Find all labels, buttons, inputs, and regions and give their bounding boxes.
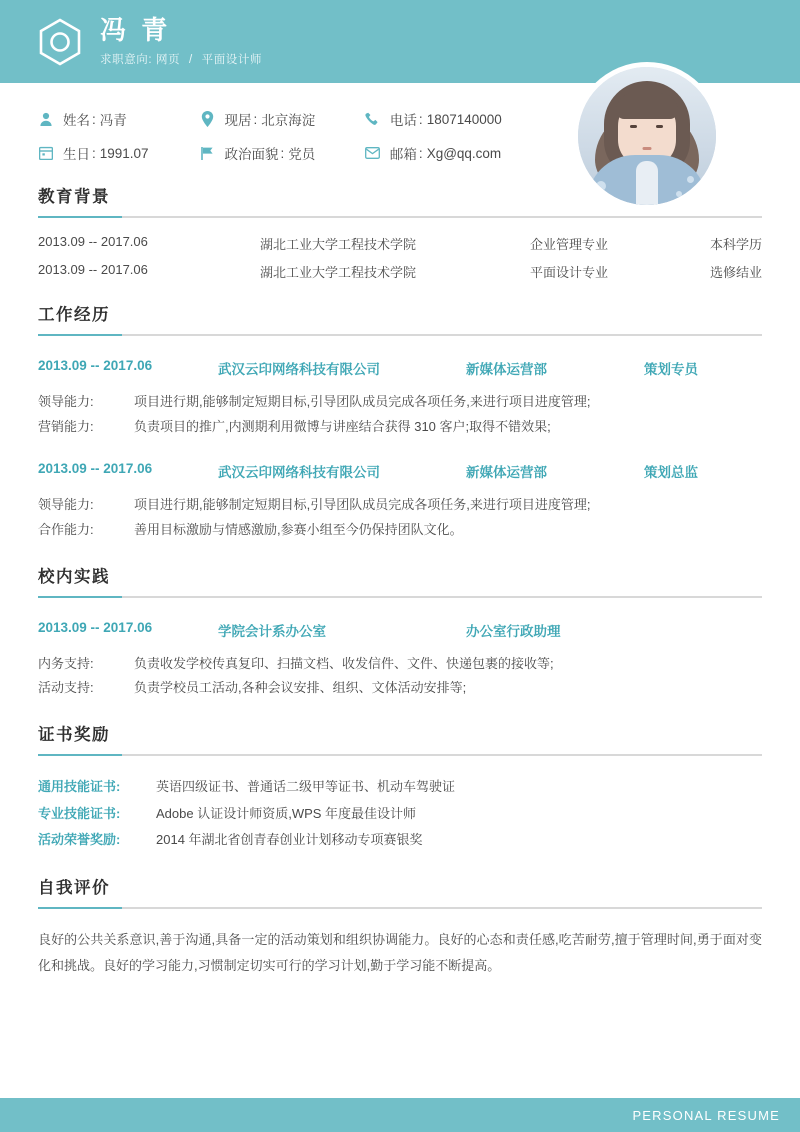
contact-colon: : [280, 145, 285, 161]
contact-name [38, 109, 200, 129]
practice-detail-value: 负责学校员工活动,各种会议安排、组织、文体活动安排等; [134, 680, 467, 696]
hexagon-ring-icon [38, 18, 82, 66]
section-divider [38, 596, 762, 598]
contact-colon: : [92, 111, 96, 127]
section-title-evaluation: 自我评价 [38, 879, 110, 898]
practice-detail-key: 活动支持: [38, 680, 94, 696]
section-title-education: 教育背景 [38, 188, 110, 206]
contact-colon: : [92, 145, 96, 161]
work-department: 新媒体运营部 [466, 362, 547, 377]
section-title-work: 工作经历 [38, 306, 110, 324]
contact-location-label: 现居 [224, 113, 252, 128]
education-school: 湖北工业大学工程技术学院 [260, 265, 417, 280]
header-name-block [100, 16, 262, 68]
work-role: 策划总监 [644, 465, 698, 481]
calendar-icon [38, 145, 54, 161]
work-detail-key: 领导能力: [38, 497, 94, 513]
work-detail-value: 项目进行期,能够制定短期目标,引导团队成员完成各项任务,来进行项目进度管理; [134, 394, 591, 409]
self-evaluation-text: 良好的公共关系意识,善于沟通,具备一定的活动策划和组织协调能力。良好的心态和责任感,吃苦耐劳,擅于管理时间,勇于面对变化和挑战。良好的学习能力,习惯制定切实可行的学习计划,勤于学习能不断提高。 [38, 932, 762, 974]
job-intent-separator: / [189, 54, 193, 67]
section-divider [38, 216, 762, 218]
certificate-key: 专业技能证书: [38, 805, 121, 821]
contact-name-label: 姓名 [63, 113, 90, 128]
contact-birthday-value: 1991.07 [99, 145, 149, 161]
list-item [38, 801, 762, 828]
job-intent-value-2: 平面设计师 [201, 54, 263, 67]
job-intent [100, 51, 262, 67]
contact-birthday-label: 生日 [63, 147, 90, 162]
contact-phone-label: 电话 [389, 113, 417, 128]
section-title-certificates: 证书奖励 [38, 726, 110, 745]
work-detail-value: 项目进行期,能够制定短期目标,引导团队成员完成各项任务,来进行项目进度管理; [134, 497, 591, 513]
practice-detail-key: 内务支持: [38, 655, 94, 671]
practice-detail-line [38, 676, 762, 701]
list-item [38, 774, 762, 801]
contact-political-label: 政治面貌 [224, 147, 279, 162]
section-certificates [38, 721, 762, 854]
contact-location-value: 北京海淀 [261, 113, 316, 128]
profile-photo [578, 67, 716, 205]
education-degree: 选修结业 [709, 265, 762, 280]
work-detail-line [38, 390, 762, 415]
flag-icon [200, 145, 216, 161]
contact-colon: : [418, 111, 423, 127]
work-entry-header [38, 358, 762, 378]
practice-role: 办公室行政助理 [466, 623, 561, 639]
practice-detail-value: 负责收发学校传真复印、扫描文档、收发信件、文件、快递包裹的接收等; [134, 655, 554, 671]
work-detail-line [38, 518, 762, 543]
certificate-value: 英语四级证书、普通话二级甲等证书、机动车驾驶证 [156, 779, 456, 795]
certificate-value: Adobe 认证设计师资质,WPS 年度最佳设计师 [156, 805, 417, 821]
resume-footer [0, 1098, 800, 1132]
section-self-evaluation [38, 874, 762, 979]
work-company: 武汉云印网络科技有限公司 [218, 362, 380, 377]
contact-phone [365, 109, 538, 129]
education-major: 企业管理专业 [530, 237, 609, 252]
education-major: 平面设计专业 [530, 265, 609, 280]
education-date: 2013.09 -- 2017.06 [38, 234, 148, 249]
certificate-key: 通用技能证书: [38, 779, 121, 795]
work-date: 2013.09 -- 2017.06 [38, 358, 153, 373]
location-pin-icon [200, 111, 216, 127]
job-intent-value-1: 网页 [156, 54, 181, 67]
work-role: 策划专员 [644, 362, 698, 377]
table-row [38, 262, 762, 281]
page-title: 冯 青 [100, 14, 172, 45]
list-item [38, 827, 762, 854]
mail-icon [365, 145, 381, 161]
work-detail-line [38, 493, 762, 518]
practice-detail-line [38, 652, 762, 677]
work-detail-value: 负责项目的推广,内测期利用微博与讲座结合获得 310 客户;取得不错效果; [134, 418, 551, 434]
work-detail-key: 合作能力: [38, 522, 94, 538]
contact-email [365, 143, 538, 163]
job-intent-label: 求职意向: [100, 54, 153, 67]
contact-colon: : [253, 111, 258, 127]
section-title-practice: 校内实践 [38, 567, 110, 586]
certificate-list [38, 774, 762, 854]
person-icon [38, 111, 54, 127]
phone-icon [365, 111, 381, 127]
contact-row [38, 109, 538, 129]
practice-entry-header [38, 620, 762, 640]
footer-label: PERSONAL RESUME [632, 1107, 780, 1123]
education-date: 2013.09 -- 2017.06 [38, 262, 148, 277]
contact-info [38, 109, 538, 163]
practice-organization: 学院会计系办公室 [218, 623, 326, 639]
contact-row [38, 143, 538, 163]
contact-political-value: 党员 [288, 147, 316, 162]
education-degree: 本科学历 [709, 237, 762, 252]
contact-birthday [38, 143, 200, 163]
education-list [38, 234, 762, 281]
section-divider [38, 754, 762, 756]
work-entry-header [38, 461, 762, 481]
work-company: 武汉云印网络科技有限公司 [218, 465, 380, 481]
table-row [38, 234, 762, 253]
contact-phone-value: 1807140000 [426, 111, 502, 127]
work-entry [38, 358, 762, 439]
work-detail-value: 善用目标激励与情感激励,参赛小组至今仍保持团队文化。 [134, 522, 463, 538]
certificate-value: 2014 年湖北省创青春创业计划移动专项赛银奖 [156, 832, 423, 848]
practice-entry [38, 620, 762, 701]
avatar [573, 62, 721, 210]
contact-name-value: 冯青 [99, 113, 127, 128]
section-campus-practice [38, 563, 762, 701]
work-entry [38, 461, 762, 542]
section-divider [38, 334, 762, 336]
certificate-key: 活动荣誉奖励: [38, 832, 121, 848]
work-date: 2013.09 -- 2017.06 [38, 461, 153, 477]
contact-email-value: Xg@qq.com [426, 145, 502, 161]
contact-colon: : [418, 145, 423, 161]
work-department: 新媒体运营部 [466, 465, 547, 481]
section-divider [38, 907, 762, 909]
education-school: 湖北工业大学工程技术学院 [260, 237, 417, 252]
work-detail-key: 领导能力: [38, 394, 94, 409]
work-detail-key: 营销能力: [38, 418, 94, 434]
contact-email-label: 邮箱 [389, 147, 417, 162]
section-work-experience [38, 301, 762, 543]
work-detail-line [38, 415, 762, 440]
contact-political-status [200, 143, 365, 163]
contact-location [200, 109, 365, 129]
practice-date: 2013.09 -- 2017.06 [38, 619, 153, 635]
